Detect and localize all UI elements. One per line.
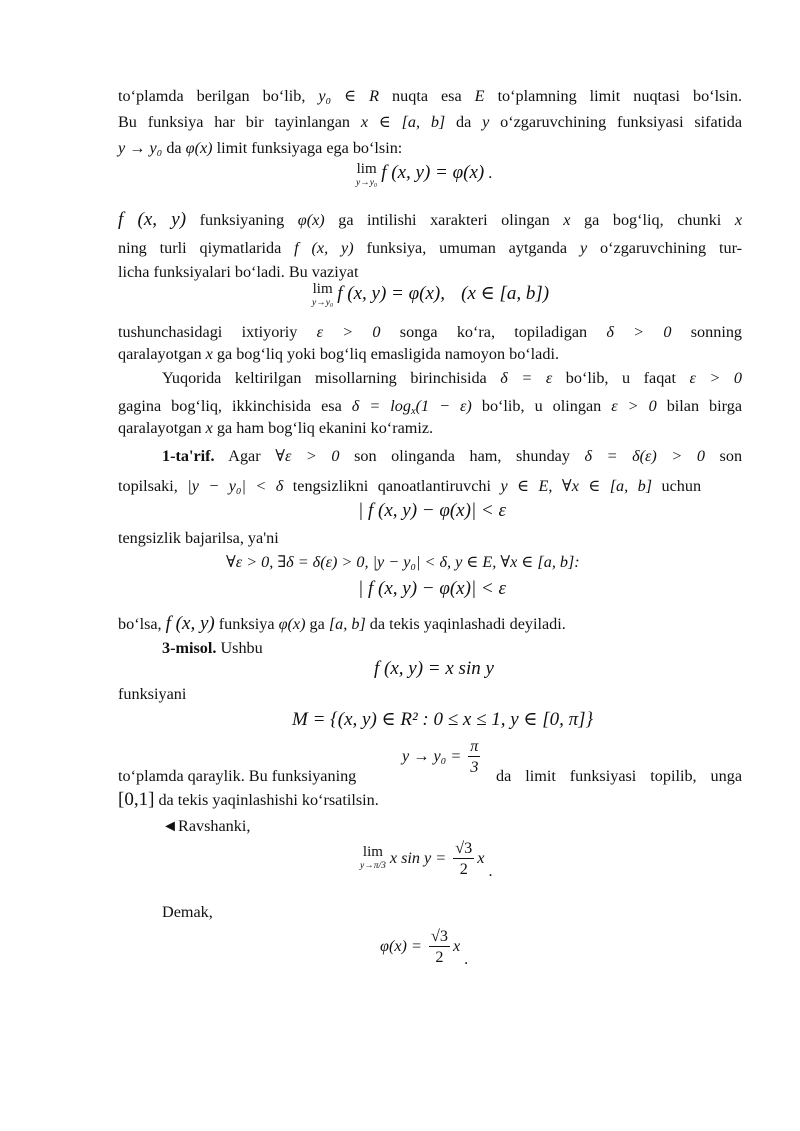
math-E: E: [474, 87, 485, 105]
math-x: x: [477, 849, 485, 867]
formula-y-limit: [402, 736, 483, 777]
math-sub: x: [410, 406, 416, 417]
text-line-12: [162, 446, 742, 466]
math-forall-x: ∀x ∈ [a, b]: [561, 477, 653, 495]
math-delta-log: [352, 397, 472, 415]
math-phi-x: φ(x): [278, 615, 306, 633]
fraction-pi-3: [468, 736, 480, 777]
text-span: nuqta esa: [392, 87, 462, 105]
definition-label: 1-ta'rif.: [162, 447, 215, 465]
math-part: , ∃δ = δ(ε) > 0: [269, 553, 365, 571]
formula-expression: f (x, y) = φ(x),: [337, 283, 445, 304]
text-span: Yuqorida keltirilgan misollarning birinchisida: [162, 369, 487, 387]
formula-period: .: [488, 862, 493, 881]
text-line-15: [118, 614, 566, 634]
text-span: da tekis yaqinlashadi deyiladi.: [369, 615, 566, 633]
text-span: da: [456, 113, 472, 131]
math-eps-gt-0: ε > 0: [689, 369, 743, 387]
math-x: x: [205, 345, 213, 363]
text-span: ning turli qiymatlarida: [118, 239, 282, 257]
text-span: o‘zgaruvchining tur-: [600, 239, 743, 257]
text-span: da limit funksiyasi topilib, unga: [496, 767, 742, 785]
math-phi-x: φ(x): [185, 139, 213, 157]
formula-phi: [380, 926, 468, 969]
formula-expression: f (x, y) = x sin y: [374, 658, 494, 679]
math-part: , ∀x ∈ [a, b]:: [492, 553, 580, 571]
example-heading: [162, 638, 263, 658]
text-line-2: [118, 112, 742, 132]
text-line-16: [118, 684, 186, 704]
formula-expression: f (x, y) = φ(x): [381, 162, 485, 183]
text-span: to‘plamda berilgan bo‘lib,: [118, 87, 306, 105]
text-span: o‘zgaruvchining funksiyasi sifatida: [500, 113, 743, 131]
text-span: ga ham bog‘liq ekanini ko‘ramiz.: [216, 419, 434, 437]
solution-heading: [162, 816, 250, 836]
text-line-9: [162, 368, 742, 388]
math-part: δ = log: [351, 397, 411, 415]
text-span: licha funksiyalari bo‘ladi. Bu vaziyat: [118, 263, 359, 281]
fraction-denominator: 3: [470, 758, 479, 776]
text-line-18: [118, 790, 379, 810]
text-span: qaralayotgan: [118, 345, 202, 363]
text-span: bilan birga: [666, 397, 743, 415]
math-part: (1 − ε): [415, 397, 472, 415]
formula-condition: (x ∈ [a, b]): [461, 283, 550, 304]
fraction-denominator: 2: [459, 860, 468, 878]
text-span: Demak,: [162, 903, 213, 921]
lim-symbol: lim: [312, 281, 333, 297]
text-span: funksiya, umuman aytganda: [366, 239, 568, 257]
text-line-14: [118, 528, 279, 548]
text-line-11: [118, 418, 433, 438]
text-line-7: [118, 322, 742, 342]
lim-subscript: y→π/3: [360, 860, 386, 871]
formula-set-M: [292, 708, 593, 731]
formula-period: .: [488, 164, 493, 182]
text-line-1: [118, 86, 742, 106]
math-part: x sin y =: [389, 849, 447, 867]
formula-limit-1: [356, 162, 492, 190]
math-forall-eps: ∀ε > 0: [275, 447, 340, 465]
fraction-denominator: 2: [435, 948, 444, 966]
math-y: y: [579, 239, 588, 257]
lim-subscript: y→y₀: [312, 298, 334, 308]
text-span: ga: [309, 615, 325, 633]
text-line-17b: [496, 766, 742, 786]
text-line-17a: [118, 766, 356, 786]
formula-inequality-1: [358, 500, 506, 522]
fraction-numerator: π: [470, 737, 479, 755]
text-span: tengsizlik bajarilsa, ya'ni: [118, 529, 279, 547]
math-y-to-y0: y → y₀: [118, 139, 163, 157]
comma: ,: [548, 477, 553, 495]
math-part: , y ∈ E: [447, 553, 493, 571]
text-line-3: [118, 138, 402, 158]
text-span: Ushbu: [220, 639, 263, 657]
text-span: son olinganda ham, shunday: [354, 447, 570, 465]
math-y0-in-R: y₀ ∈ R: [318, 87, 380, 105]
formula-expression: | f (x, y) − φ(x)| < ε: [358, 578, 506, 599]
text-span: funksiya: [218, 615, 275, 633]
math-eps-gt-0: ε > 0: [611, 397, 657, 415]
math-part: , |y − y₀| < δ: [364, 553, 448, 571]
solution-label: ◄Ravshanki,: [162, 817, 251, 835]
text-span: limit funksiyaga ega bo‘lsin:: [216, 139, 403, 157]
math-y-in-E: y ∈ E: [500, 477, 549, 495]
formula-limit-3: [360, 838, 493, 881]
text-line-5: [118, 238, 742, 258]
math-phi-x: φ(x): [297, 211, 325, 229]
text-span: to‘plamning limit nuqtasi bo‘lsin.: [497, 87, 743, 105]
formula-expression: | f (x, y) − φ(x)| < ε: [358, 500, 506, 521]
text-span: uchun: [661, 477, 702, 495]
text-span: ga intilishi xarakteri olingan: [338, 211, 550, 229]
text-span: tengsizlikni qanoatlantiruvchi: [292, 477, 492, 495]
text-span: sonning: [690, 323, 743, 341]
lim-symbol: lim: [362, 843, 383, 860]
math-delta-gt-0: δ > 0: [606, 323, 672, 341]
fraction-numerator: √3: [430, 927, 448, 945]
text-line-8: [118, 344, 559, 364]
text-span: da: [166, 139, 182, 157]
math-x: x: [205, 419, 213, 437]
math-y: y: [482, 113, 490, 131]
math-f-xy: f (x, y): [118, 209, 187, 230]
math-part: ∀ε > 0: [226, 553, 270, 571]
math-delta-eq-eps: δ = ε: [500, 369, 553, 387]
math-delta-eps: δ = δ(ε) > 0: [584, 447, 705, 465]
formula-quantifiers: [226, 552, 580, 572]
math-f-xy: f (x, y): [165, 613, 215, 634]
math-x: x: [452, 937, 461, 955]
fraction-sqrt3-2: [429, 926, 450, 967]
text-span: gagina bog‘liq, ikkinchisida esa: [118, 397, 342, 415]
math-eps-gt-0: ε > 0: [316, 323, 381, 341]
formula-expression: M = {(x, y) ∈ R² : 0 ≤ x ≤ 1, y ∈ [0, π]}: [292, 709, 594, 730]
text-span: songa ko‘ra, topiladigan: [399, 323, 588, 341]
math-interval-01: [0,1]: [118, 789, 155, 810]
text-line-19: [162, 902, 213, 922]
text-span: da tekis yaqinlashishi ko‘rsatilsin.: [158, 791, 379, 809]
fraction-numerator: √3: [455, 839, 473, 857]
math-part: y → y₀ =: [402, 747, 462, 765]
math-x: x: [563, 211, 571, 229]
text-span: ga bog‘liq yoki bog‘liq emasligida namoyon bo‘ladi.: [216, 345, 560, 363]
text-span: qaralayotgan: [118, 419, 202, 437]
formula-inequality-2: [358, 578, 506, 600]
fraction-sqrt3-2: [453, 838, 474, 879]
example-label: 3-misol.: [162, 639, 217, 657]
math-f-xy: f (x, y): [294, 239, 354, 257]
text-span: funksiyani: [118, 685, 187, 703]
math-x: x: [734, 211, 743, 229]
text-span: Agar: [228, 447, 261, 465]
math-part: φ(x) =: [380, 937, 422, 955]
text-span: Bu funksiya har bir tayinlangan: [118, 113, 351, 131]
text-span: funksiyaning: [199, 211, 285, 229]
text-span: bo‘lib, u faqat: [565, 369, 676, 387]
lim-subscript: y→y₀: [356, 178, 378, 188]
text-span: tushunchasidagi ixtiyoriy: [118, 323, 298, 341]
text-span: to‘plamda qaraylik. Bu funksiyaning: [118, 767, 357, 785]
text-line-13: [118, 476, 701, 496]
text-span: son: [719, 447, 743, 465]
math-interval-ab: [a, b]: [328, 615, 366, 633]
text-line-4: [118, 210, 742, 230]
text-line-6: [118, 262, 359, 282]
formula-function: [374, 658, 494, 680]
formula-period: .: [464, 950, 469, 969]
math-abs-inequality: |y − y₀| < δ: [187, 477, 284, 495]
formula-limit-2: [312, 282, 549, 310]
text-span: topilsaki,: [118, 477, 178, 495]
math-x-in-ab: x ∈ [a, b]: [360, 113, 446, 131]
text-span: ga bog‘liq, chunki: [584, 211, 722, 229]
lim-symbol: lim: [356, 161, 377, 177]
text-span: bo‘lib, u olingan: [481, 397, 602, 415]
text-span: bo‘lsa,: [118, 615, 162, 633]
